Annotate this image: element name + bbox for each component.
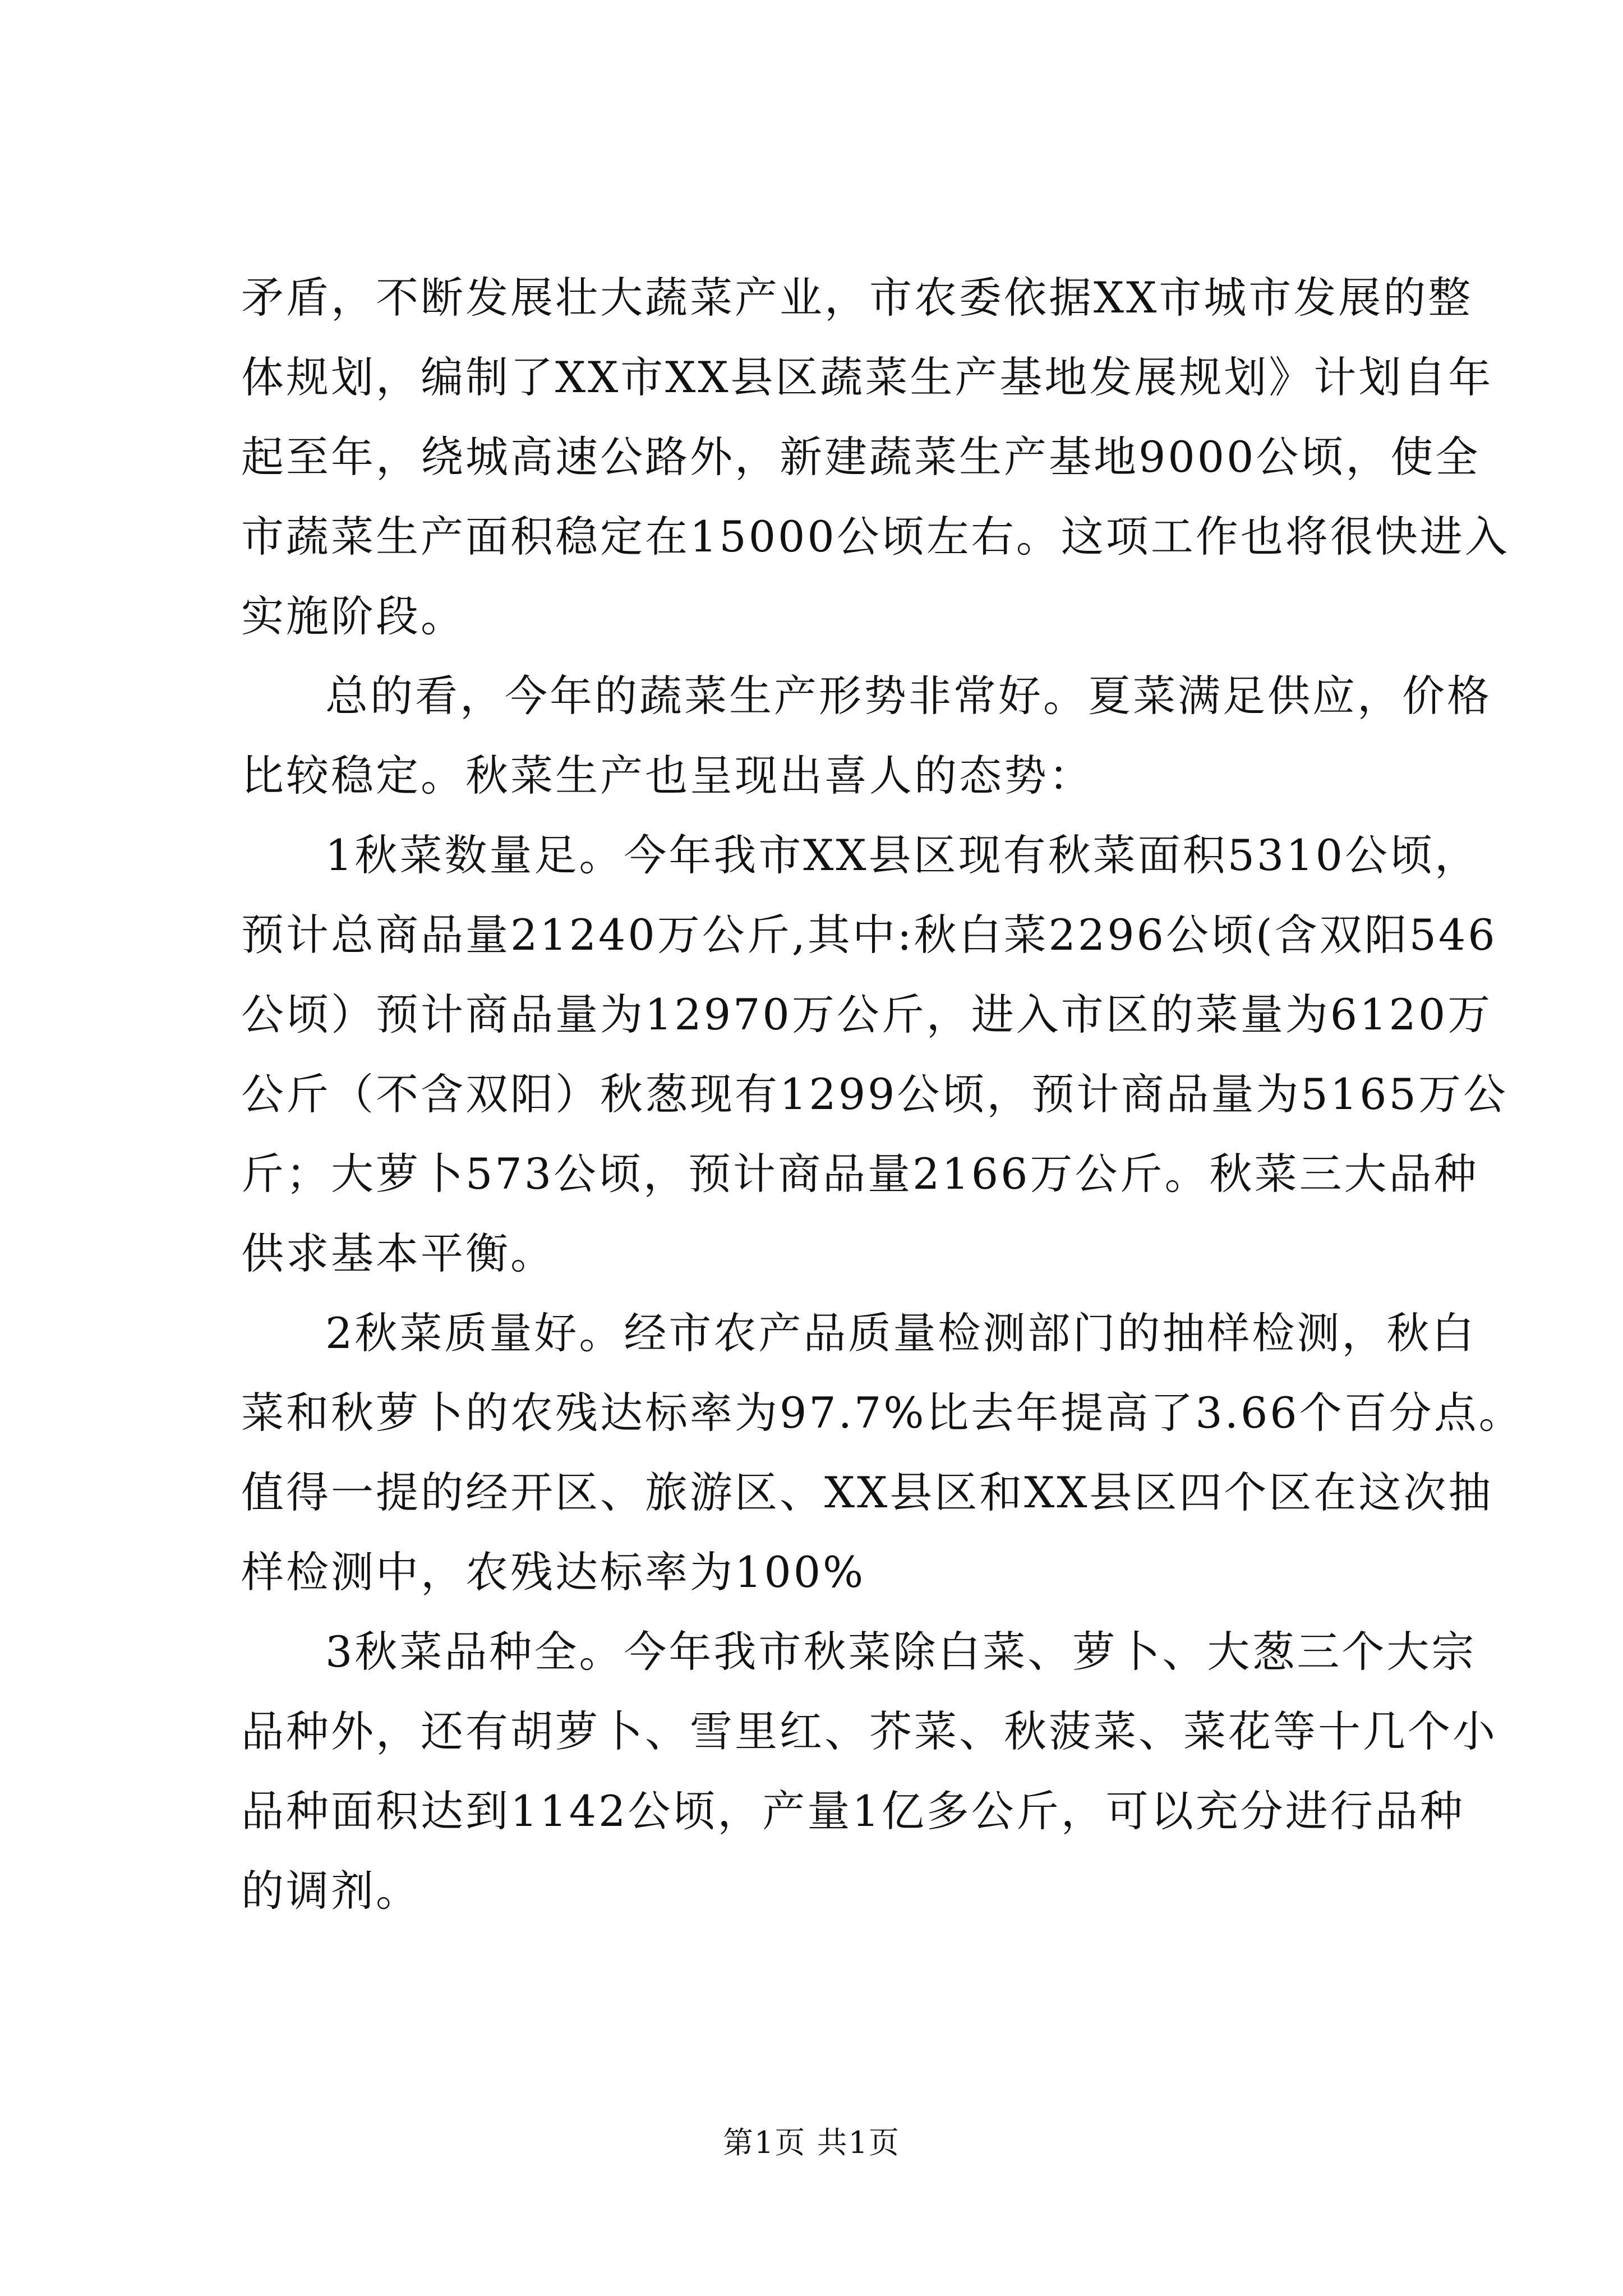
paragraph-first-line: 总的看，今年的蔬菜生产形势非常好。夏菜满足供应，价格 — [325, 671, 1492, 721]
document-body — [241, 258, 1524, 1931]
text-line: 比较稳定。秋菜生产也呈现出喜人的态势： — [241, 751, 1094, 800]
text-line: 体规划，编制了XX市XX县区蔬菜生产基地发展规划》计划自年 — [241, 352, 1493, 402]
text-line: 品种面积达到1142公顷，产量1亿多公斤，可以充分进行品种 — [241, 1786, 1465, 1836]
text-line: 样检测中，农残达标率为100% — [241, 1547, 866, 1597]
paragraph-first-line: 1秋菜数量足。今年我市XX县区现有秋菜面积5310公顷， — [325, 830, 1479, 880]
text-line: 起至年，绕城高速公路外，新建蔬菜生产基地9000公顷，使全 — [241, 432, 1481, 482]
text-line: 预计总商品量21240万公斤,其中:秋白菜2296公顷(含双阳546 — [241, 910, 1497, 960]
text-line: 品种外，还有胡萝卜、雪里红、芥菜、秋菠菜、菜花等十几个小 — [241, 1706, 1497, 1756]
text-line: 公斤（不含双阳）秋葱现有1299公顷，预计商品量为5165万公 — [241, 1069, 1508, 1119]
text-line: 菜和秋萝卜的农残达标率为97.7%比去年提高了3.66个百分点。 — [241, 1388, 1524, 1438]
text-line: 实施阶段。 — [241, 591, 465, 641]
text-line: 矛盾，不断发展壮大蔬菜产业，市农委依据XX市城市发展的整 — [241, 273, 1473, 323]
text-line: 市蔬菜生产面积稳定在15000公顷左右。这项工作也将很快进入 — [241, 512, 1510, 562]
text-line: 斤；大萝卜573公顷，预计商品量2166万公斤。秋菜三大品种 — [241, 1149, 1479, 1199]
text-line: 供求基本平衡。 — [241, 1228, 555, 1278]
page-number-label: 第1页 共1页 — [723, 2125, 900, 2160]
page-footer — [0, 2123, 1623, 2162]
text-line: 公顷）预计商品量为12970万公斤，进入市区的菜量为6120万 — [241, 990, 1493, 1039]
text-line: 值得一提的经开区、旅游区、XX县区和XX县区四个区在这次抽 — [241, 1467, 1493, 1517]
paragraph-first-line: 3秋菜品种全。今年我市秋菜除白菜、萝卜、大葱三个大宗 — [325, 1627, 1477, 1677]
paragraph-first-line: 2秋菜质量好。经市农产品质量检测部门的抽样检测，秋白 — [325, 1308, 1477, 1358]
text-line: 的调剂。 — [241, 1866, 421, 1916]
